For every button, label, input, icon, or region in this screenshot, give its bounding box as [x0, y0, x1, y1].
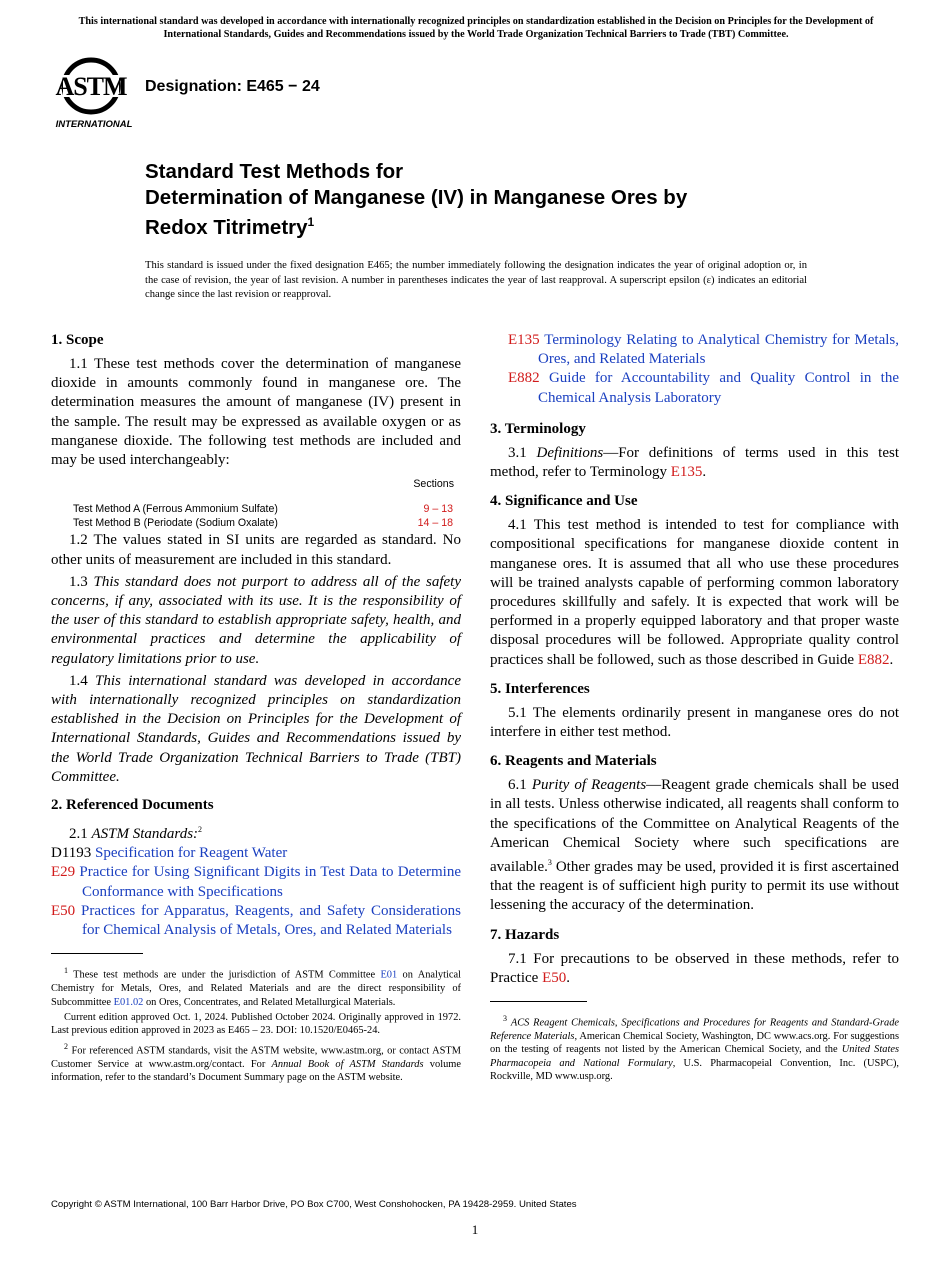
paragraph-4-1 [490, 516, 899, 670]
footnote-3-mark: 3 [503, 1014, 507, 1024]
reference-item [51, 863, 461, 901]
committee-e01-link[interactable]: E01 [380, 969, 398, 981]
footnote-2-mark: 2 [64, 1041, 68, 1051]
logo-letters: ASTM [55, 72, 127, 101]
paragraph-6-1-text-a: —Reagent grade chemicals shall be used in all tests. Unless otherwise indicated, all reagents shall conform to the specifications of the Committee on Analytical Reagents of the American Chemical Society where such specifications are available. [490, 777, 899, 876]
astm-logo [53, 57, 135, 131]
paragraph-3-1-term: Definitions [536, 444, 604, 461]
issue-note: This standard is issued under the fixed designation E465; the number immediately following the designation indicates the year of original adoption or, in the case of revision, the year of last revision. A number in parentheses indicates the year of last reapproval. A superscript epsilon (ε) indicates an editorial change since the last revision or reapproval. [145, 260, 807, 301]
guide-e882-link[interactable]: E882 [857, 651, 890, 668]
footnote-3-italic-2: United States Pharmacopeia and National Formulary [490, 1044, 899, 1069]
section-heading-interferences: 5. Interferences [490, 680, 590, 697]
paragraph-2-1 [51, 820, 461, 844]
section-heading-hazards: 7. Hazards [490, 926, 560, 943]
footnote-1 [51, 964, 461, 1009]
reference-item [51, 902, 461, 940]
footnote-divider [490, 1001, 587, 1002]
footnote-3-text-b: , U.S. Pharmacopeial Convention, Inc. (USPC), Rockville, MD www.usp.org. [490, 1057, 900, 1083]
method-name: Test Method B (Periodate (Sodium Oxalate) [73, 516, 278, 529]
footnote-1-text-b: on Analytical Chemistry for Metals, Ores, and Related Materials and are the direct responsibility of Subcommittee [51, 969, 461, 1008]
document-title [145, 159, 845, 240]
footnote-divider [51, 953, 143, 954]
astm-logo-mark-icon [53, 57, 135, 131]
footnote-3-italic-1: ACS Reagent Chemicals, Specifications and Procedures for Reagents and Standard-Grade Reference Materials [490, 1017, 899, 1042]
section-heading-significance: 4. Significance and Use [490, 493, 638, 510]
title-footnote-mark: 1 [307, 215, 315, 229]
section-heading-terminology: 3. Terminology [490, 420, 586, 437]
method-name: Test Method A (Ferrous Ammonium Sulfate) [73, 503, 278, 516]
paragraph-2-1-text: ASTM Standards: [91, 826, 199, 843]
footnotes-left [51, 964, 461, 1084]
reference-item [508, 331, 899, 369]
practice-e50-link[interactable]: E50 [542, 969, 567, 986]
footnote-3-text-a: , American Chemical Society, Washington, DC www.acs.org. For suggestions on the testing of reagents not listed by the American Chemical Society, and the [490, 1030, 900, 1056]
title-line-3-text: Redox Titrimetry [145, 215, 308, 239]
reference-title-link[interactable]: Terminology Relating to Analytical Chemistry for Metals, Ores, and Related Materials [538, 332, 899, 368]
paragraph-1-3-number: 1.3 [69, 573, 88, 590]
paragraph-7-1 [490, 950, 899, 988]
paragraph-6-1-number: 6.1 [508, 777, 527, 794]
subcommittee-e01-02-link[interactable]: E01.02 [113, 996, 144, 1008]
footnote-2-italic: Annual Book of ASTM Standards [271, 1058, 424, 1070]
top-notice: This international standard was developed in accordance with internationally recognized principles on standardization established in the Decision on Principles for the Development of International Standards, Guides and Recommendations issued by the World Trade Organization Technical Barriers to Trade (TBT) Committee. [78, 16, 874, 40]
paragraph-3-1-number: 3.1 [508, 444, 527, 461]
footnote-2-text-a: For referenced ASTM standards, visit the ASTM website, www.astm.org, or contact ASTM Customer Service at www.astm.org/contact. For [51, 1045, 461, 1070]
reference-code-link[interactable]: E135 [508, 332, 540, 348]
section-heading-reagents: 6. Reagents and Materials [490, 753, 657, 770]
footnote-approval: Current edition approved Oct. 1, 2024. Published October 2024. Originally approved in 1972. Last previous edition approved in 2023 as E465 – 23. DOI: 10.1520/E0465-24. [51, 1011, 461, 1037]
table-row [73, 503, 453, 517]
title-line-3 [145, 210, 845, 240]
paragraph-1-4-text: This international standard was developed in accordance with internationally recognized principles on standardization established in the Decision on Principles for the Development of International Standards, Guides and Recommendations issued by the World Trade Organization Technical Barriers to Trade (TBT) Committee. [51, 672, 461, 785]
reference-title-link[interactable]: Practices for Apparatus, Reagents, and Safety Considerations for Chemical Analysis of Metals, Ores, and Related Materials [81, 902, 462, 939]
terminology-e135-link[interactable]: E135 [670, 464, 703, 481]
paragraph-1-2: 1.2 The values stated in SI units are regarded as standard. No other units of measurement are included in this standard. [51, 532, 461, 568]
reference-item [508, 369, 899, 407]
section-heading-referenced-documents: 2. Referenced Documents [51, 797, 214, 814]
test-methods-table [73, 503, 453, 530]
sections-label: Sections [413, 478, 454, 491]
method-sections-link[interactable]: 14 – 18 [417, 516, 453, 529]
page-number: 1 [471, 1222, 479, 1237]
footnote-3 [490, 1012, 899, 1084]
footnote-1-text-c: on Ores, Concentrates, and Related Metallurgical Materials. [145, 996, 396, 1008]
reference-item [51, 844, 461, 863]
paragraph-6-1 [490, 776, 899, 915]
reference-code-link[interactable]: E50 [51, 902, 76, 919]
reference-code: D1193 [51, 845, 92, 862]
left-column [51, 331, 461, 1084]
footnote-2-text-b: volume information, refer to the standard’s Document Summary page on the ASTM website. [51, 1058, 461, 1084]
title-line-2: Determination of Manganese (IV) in Manganese Ores by [145, 185, 688, 209]
paragraph-6-1-footnote-mark: 3 [547, 858, 552, 868]
paragraph-4-1-end: . [889, 651, 894, 668]
method-sections-link[interactable]: 9 – 13 [423, 503, 453, 516]
paragraph-6-1-term: Purity of Reagents [531, 777, 647, 794]
reference-title-link[interactable]: Guide for Accountability and Quality Control in the Chemical Analysis Laboratory [538, 370, 899, 406]
paragraph-3-1 [490, 444, 899, 482]
paragraph-5-1: 5.1 The elements ordinarily present in manganese ores do not interfere in either test method. [490, 704, 899, 741]
paragraph-3-1-text: —For definitions of terms used in this test method, refer to Terminology [490, 444, 900, 481]
copyright: Copyright © ASTM International, 100 Barr Harbor Drive, PO Box C700, West Conshohocken, PA 19428-2959. United States [51, 1199, 577, 1210]
paragraph-1-1: 1.1 These test methods cover the determination of manganese dioxide in amounts commonly found in manganese ore. The determination measures the amount of manganese (IV) present in the sample. The result may be expressed as available oxygen or as manganese dioxide. The following test methods are included and may be used interchangeably: [51, 356, 461, 469]
reference-title-link[interactable]: Specification for Reagent Water [95, 845, 288, 862]
paragraph-1-4 [51, 672, 461, 787]
designation: Designation: E465 − 24 [145, 78, 320, 95]
table-row [73, 517, 453, 531]
right-column [490, 331, 899, 1084]
paragraph-6-1-text-b: Other grades may be used, provided it is first ascertained that the reagent is of sufficient high purity to permit its use without lessening the accuracy of the determination. [490, 859, 899, 914]
paragraph-3-1-end: . [702, 464, 707, 481]
section-heading-scope: 1. Scope [51, 332, 104, 348]
reference-code-link[interactable]: E29 [51, 864, 76, 881]
footnote-1-mark: 1 [64, 966, 68, 976]
footnote-1-text-a: These test methods are under the jurisdiction of ASTM Committee [73, 969, 376, 981]
paragraph-2-1-number: 2.1 [69, 826, 88, 843]
paragraph-7-1-text: 7.1 For precautions to be observed in these methods, refer to Practice [490, 950, 899, 986]
logo-subtitle: INTERNATIONAL [55, 119, 133, 130]
title-line-1: Standard Test Methods for [145, 160, 404, 183]
reference-title-link[interactable]: Practice for Using Significant Digits in Test Data to Determine Conformance with Specifications [79, 864, 462, 900]
paragraph-4-1-text: 4.1 This test method is intended to test for compliance with compositional specifications for manganese dioxide content in manganese ores. It is assumed that all who use these procedures will be trained analysts capable of performing common laboratory procedures skillfully and safely. It is expected that work will be performed in a properly equipped laboratory and that proper waste disposal procedures will be followed. Appropriate quality control practices shall be followed, such as those described in Guide [490, 517, 899, 668]
reference-code-link[interactable]: E882 [508, 370, 540, 387]
paragraph-2-1-footnote-mark: 2 [198, 825, 203, 835]
paragraph-1-3-text: This standard does not purport to address all of the safety concerns, if any, associated with its use. It is the responsibility of the user of this standard to establish appropriate safety, health, and environmental practices and determine the applicability of regulatory limitations prior to use. [51, 573, 462, 667]
paragraph-7-1-end: . [566, 969, 570, 986]
footnote-2 [51, 1040, 461, 1085]
paragraph-1-4-number: 1.4 [69, 672, 88, 689]
paragraph-1-3 [51, 573, 461, 669]
footnotes-right [490, 1012, 899, 1084]
